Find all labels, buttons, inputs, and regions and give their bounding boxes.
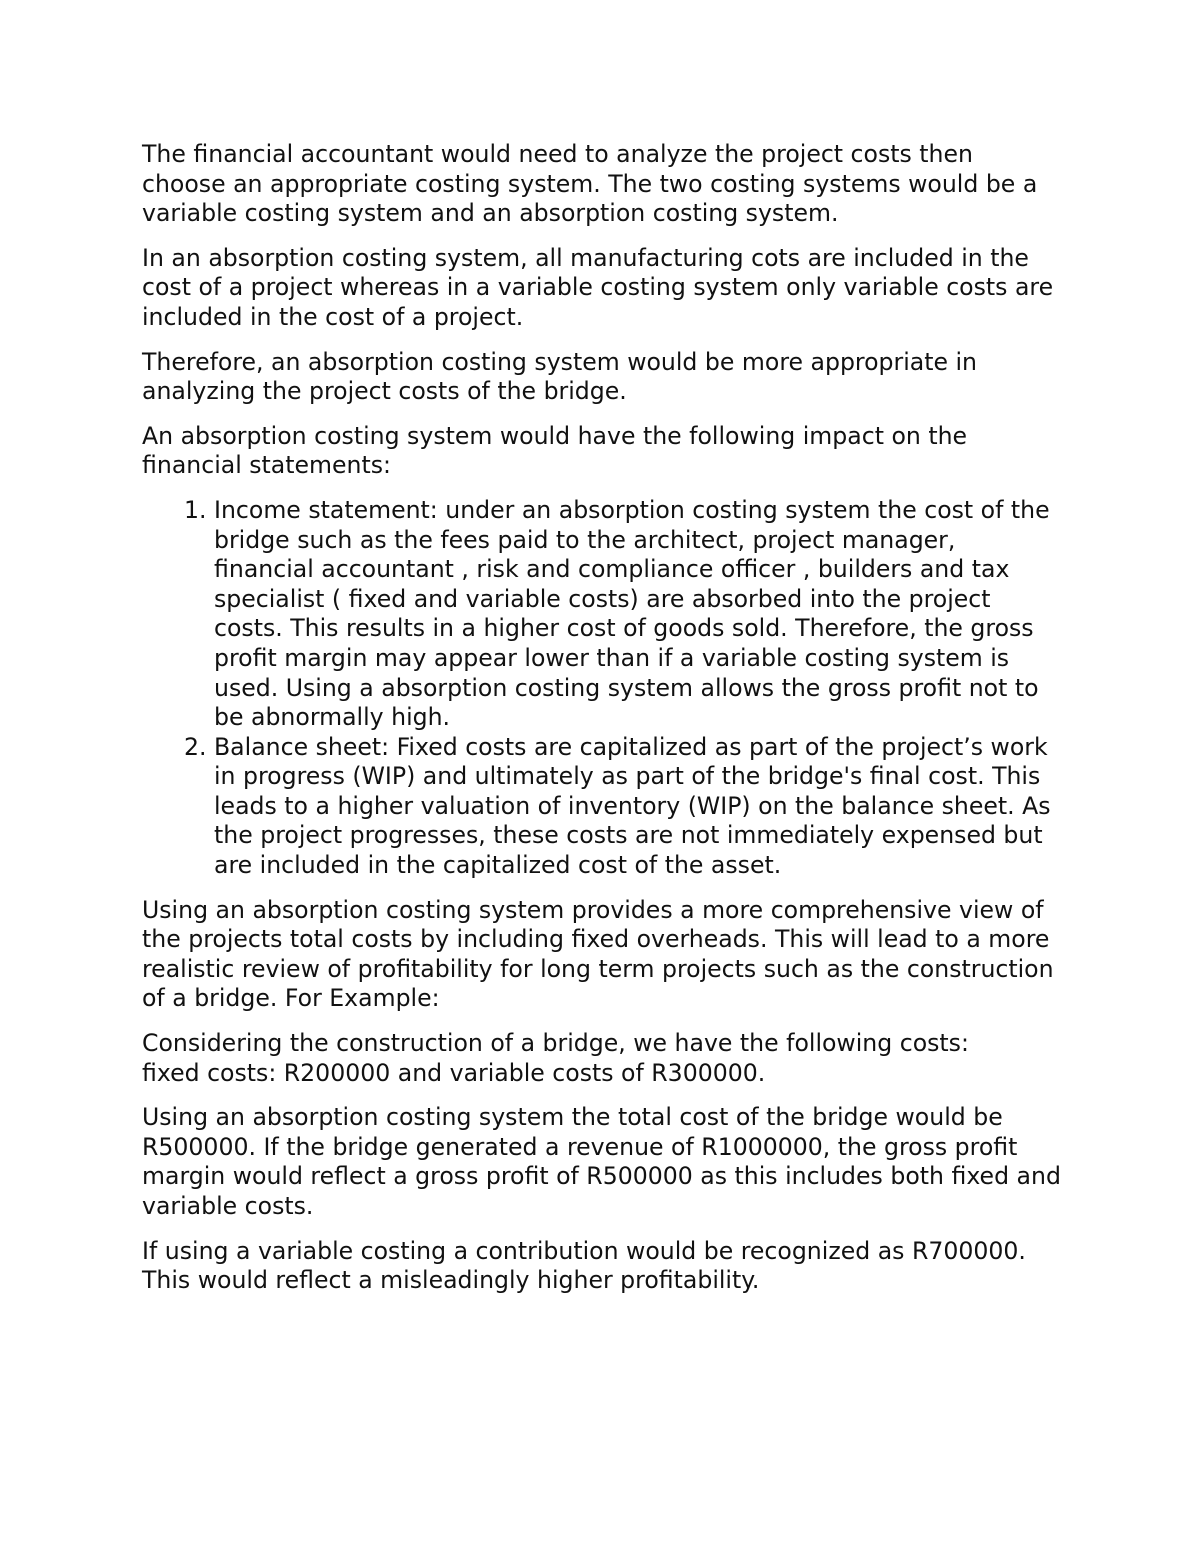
paragraph-variable-example: If using a variable costing a contribution would be recognized as R700000. This would reflect a misleadingly higher profitability. bbox=[142, 1236, 1026, 1295]
paragraph-conclusion: Therefore, an absorption costing system would be more appropriate in analyzing the project costs of the bridge. bbox=[142, 347, 978, 406]
list-item-balance-sheet: 2. Balance sheet: Fixed costs are capitalized as part of the project’s work in progress (WIP) and ultimately as part of the bridge's final cost. This leads to a higher valuation of inventory (WIP) on the balance sheet. As the project progresses, these costs are not immediately expensed but are included in the capitalized cost of the asset. bbox=[214, 733, 1062, 881]
paragraph-example-costs bbox=[142, 1029, 1062, 1088]
document-page bbox=[142, 140, 1062, 1311]
example-costs-values: fixed costs: R200000 and variable costs of R300000. bbox=[142, 1058, 766, 1087]
example-costs-intro: Considering the construction of a bridge, we have the following costs: bbox=[142, 1029, 969, 1058]
list-item-income-statement: 1. Income statement: under an absorption costing system the cost of the bridge such as the fees paid to the architect, project manager, financial accountant , risk and compliance officer , builders and tax specialist ( fixed and variable costs) are absorbed into the project costs. This results in a higher cost of goods sold. Therefore, the gross profit margin may appear lower than if a variable costing system is used. Using a absorption costing system allows the gross profit not to be abnormally high. bbox=[214, 496, 1062, 733]
paragraph-costing-choice: The financial accountant would need to analyze the project costs then choose an appropriate costing system. The two costing systems would be a variable costing system and an absorption costing system. bbox=[142, 140, 1038, 228]
paragraph-absorption-example: Using an absorption costing system the total cost of the bridge would be R500000. If the bridge generated a revenue of R1000000, the gross profit margin would reflect a gross profit of R500000 as this includes both fixed and variable costs. bbox=[142, 1103, 1061, 1220]
paragraph-system-comparison: In an absorption costing system, all manufacturing cots are included in the cost of a project whereas in a variable costing system only variable costs are included in the cost of a project. bbox=[142, 243, 1054, 331]
paragraph-comprehensive-view: Using an absorption costing system provides a more comprehensive view of the projects total costs by including fixed overheads. This will lead to a more realistic review of profitability for long term projects such as the construction of a bridge. For Example: bbox=[142, 895, 1054, 1013]
paragraph-impact-intro: An absorption costing system would have the following impact on the financial statements: bbox=[142, 421, 968, 480]
impact-list bbox=[142, 496, 1062, 881]
